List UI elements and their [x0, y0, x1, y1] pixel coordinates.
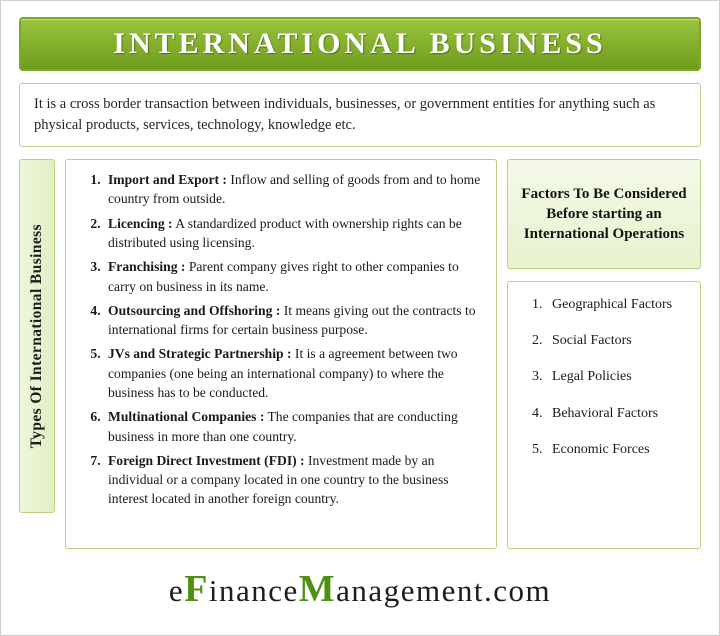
page-title: INTERNATIONAL BUSINESS: [113, 27, 607, 60]
type-term: Foreign Direct Investment (FDI) :: [108, 452, 305, 468]
list-item: [104, 257, 484, 296]
site-brand: [1, 567, 719, 611]
factors-list-box: [507, 281, 701, 549]
type-term: JVs and Strategic Partnership :: [108, 346, 292, 362]
list-item: [104, 170, 484, 209]
list-item: 4. Behavioral Factors: [546, 405, 692, 423]
list-item: 2. Social Factors: [546, 332, 692, 350]
types-vertical-label: [19, 159, 55, 513]
brand-part-dotcom: .com: [483, 573, 552, 608]
type-desc: Investment made by an individual or a company located in one country to the business interest located in another foreign country.: [108, 452, 449, 507]
brand-part-anagement: anagement: [336, 573, 484, 608]
type-desc: It means giving out the contracts to international firms for certain business purpose.: [108, 302, 476, 338]
intro-text: It is a cross border transaction between individuals, businesses, or government entities for anything such as physical products, services, technology, knowledge etc.: [34, 96, 656, 134]
brand-part-m: M: [298, 568, 337, 610]
brand-part-inance: inance: [208, 573, 299, 608]
list-item: 3. Legal Policies: [546, 368, 692, 386]
content-region: [19, 159, 701, 549]
types-list: [76, 170, 484, 509]
list-item: [104, 214, 484, 253]
types-vertical-label-text: Types Of International Business: [28, 223, 45, 449]
brand-part-f: F: [184, 568, 209, 610]
type-desc: A standardized product with ownership rights can be distributed using licensing.: [108, 215, 462, 250]
list-item: [104, 344, 484, 402]
type-term: Import and Export :: [108, 172, 227, 188]
type-desc: The companies that are conducting business in more than one country.: [108, 409, 458, 444]
type-term: Multinational Companies :: [108, 409, 265, 425]
type-desc: Inflow and selling of goods from and to home country from outside.: [108, 172, 481, 207]
type-term: Franchising :: [108, 259, 186, 275]
type-term: Outsourcing and Offshoring :: [108, 302, 281, 318]
factors-header-text: Factors To Be Considered Before starting an International Operations: [521, 185, 687, 243]
title-banner: [19, 17, 701, 71]
type-desc: It is a agreement between two companies (one being an international company) to where the business has to be conducted.: [108, 346, 458, 400]
list-item: [104, 451, 484, 509]
list-item: [104, 407, 484, 446]
type-term: Licencing :: [108, 215, 173, 231]
factors-list: [516, 296, 692, 459]
right-column: [507, 159, 701, 549]
types-list-box: [65, 159, 497, 549]
type-desc: Parent company gives right to other companies to carry on business in its name.: [108, 259, 459, 294]
intro-box: [19, 83, 701, 147]
list-item: 1. Geographical Factors: [546, 296, 692, 314]
list-item: [104, 301, 484, 340]
brand-part-e: e: [168, 573, 185, 608]
factors-header-box: [507, 159, 701, 269]
list-item: 5. Economic Forces: [546, 441, 692, 459]
